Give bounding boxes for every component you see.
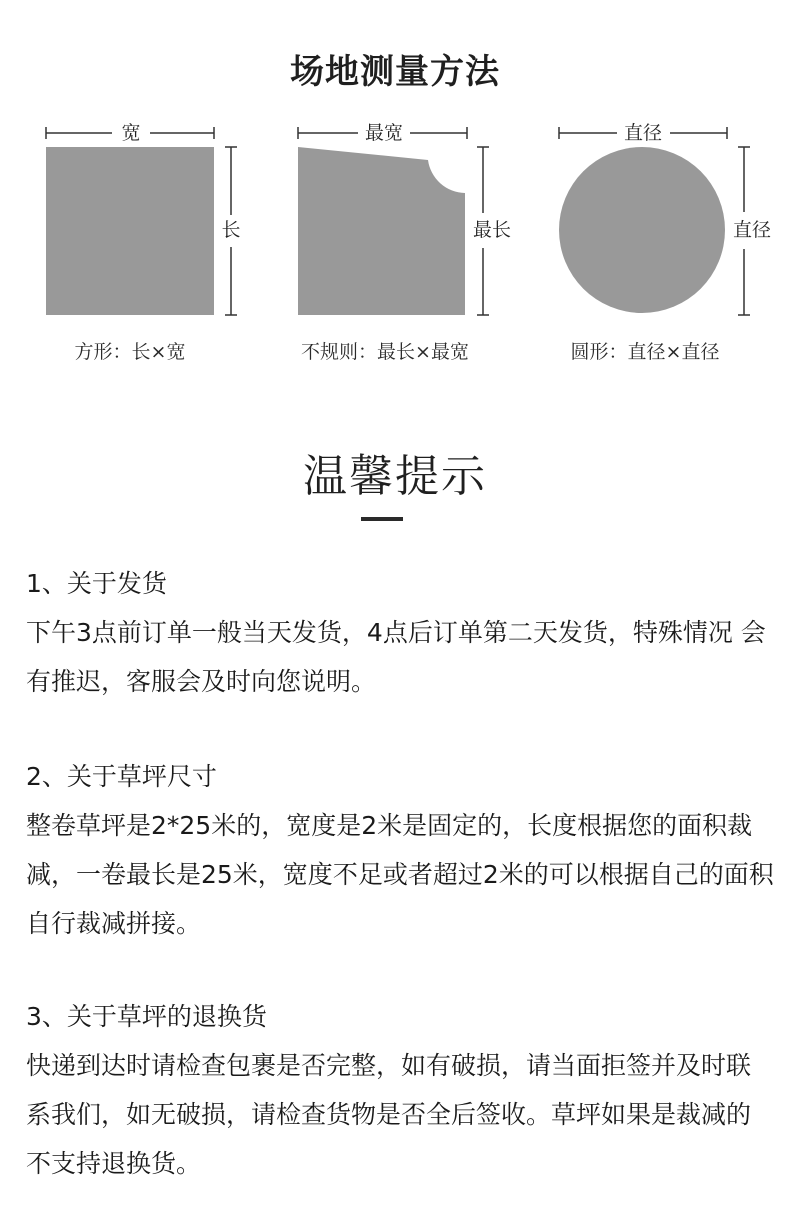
circle-diagram	[559, 122, 771, 315]
square-diagram	[46, 122, 241, 315]
irregular-diagram	[298, 122, 511, 315]
measurement-diagram	[0, 110, 790, 330]
tip-heading: 2、关于草坪尺寸	[26, 762, 217, 791]
circle-width-label: 直径	[623, 122, 663, 144]
tip-item-shipping	[26, 559, 774, 706]
tips-title: 温馨提示	[303, 451, 487, 502]
tip-body: 下午3点前订单一般当天发货，4点后订单第二天发货，特殊情况 会有推迟，客服会及时向您说明。	[26, 618, 766, 696]
tip-item-lawn-size	[26, 752, 774, 948]
tip-body: 快递到达时请检查包裹是否完整，如有破损，请当面拒签并及时联系我们，如无破损，请检查货物是否全后签收。草坪如果是裁减的不支持退换货。	[26, 1051, 752, 1178]
circle-caption: 圆形：直径×直径	[570, 341, 720, 363]
square-shape	[46, 147, 214, 315]
square-width-label: 宽	[121, 122, 141, 144]
tip-item-returns	[26, 992, 774, 1188]
measurement-title: 场地测量方法	[290, 52, 500, 92]
circle-length-label: 直径	[732, 219, 772, 241]
irregular-length-label: 最长	[472, 219, 512, 241]
tip-heading: 3、关于草坪的退换货	[26, 1002, 267, 1031]
irregular-caption: 不规则：最长×最宽	[301, 341, 469, 363]
square-caption: 方形：长×宽	[74, 341, 186, 363]
tips-title-divider	[361, 517, 403, 521]
circle-shape	[559, 147, 725, 313]
tip-heading: 1、关于发货	[26, 569, 167, 598]
irregular-shape	[298, 147, 465, 315]
tip-body: 整卷草坪是2*25米的，宽度是2米是固定的，长度根据您的面积裁减，一卷最长是25米，宽度不足或者超过2米的可以根据自己的面积自行裁减拼接。	[26, 811, 774, 938]
irregular-width-label: 最宽	[364, 122, 404, 144]
square-length-label: 长	[221, 219, 241, 241]
